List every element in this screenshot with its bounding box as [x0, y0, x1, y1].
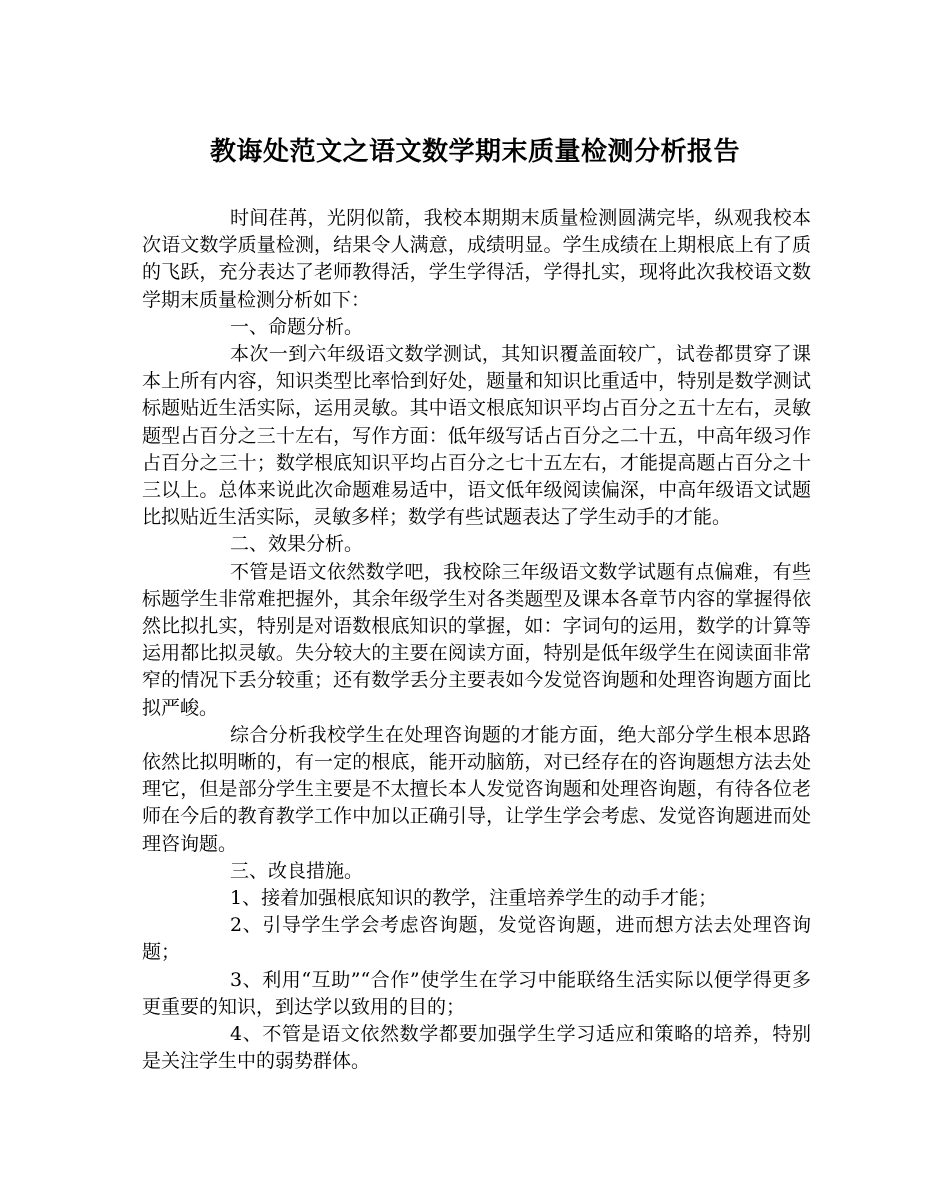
measure-item-3: 3、利用“互助”“合作”使学生在学习中能联络生活实际以便学得更多更重要的知识，到达学以致用的目的； — [142, 968, 811, 1018]
section-heading-1: 一、命题分析。 — [230, 315, 364, 338]
document-title: 教诲处范文之语文数学期末质量检测分析报告 — [209, 137, 740, 167]
paragraph-proposition-analysis: 本次一到六年级语文数学测试，其知识覆盖面较广，试卷都贯穿了课本上所有内容，知识类型比率恰到好处，题量和知识比重适中，特别是数学测试标题贴近生活实际，运用灵敏。其中语文根底知识平均占百分之五十左右，灵敏题型占百分之三十左右，写作方面：低年级写话占百分之二十五，中高年级习作占百分之三十；数学根底知识平均占百分之七十五左右，才能提高题占百分之十三以上。总体来说此次命题难易适中，语文低年级阅读偏深，中高年级语文试题比拟贴近生活实际，灵敏多样；数学有些试题表达了学生动手的才能。 — [142, 343, 811, 529]
paragraph-intro: 时间荏苒，光阴似箭，我校本期期末质量检测圆满完毕，纵观我校本次语文数学质量检测，结果令人满意，成绩明显。学生成绩在上期根底上有了质的飞跃，充分表达了老师教得活，学生学得活，学得扎实，现将此次我校语文数学期末质量检测分析如下： — [142, 207, 811, 311]
section-heading-3: 三、改良措施。 — [230, 859, 364, 882]
measure-item-2: 2、引导学生学会考虑咨询题，发觉咨询题，进而想方法去处理咨询题； — [142, 914, 811, 964]
measure-item-1: 1、接着加强根底知识的教学，注重培养学生的动手才能； — [230, 887, 718, 910]
document-body — [142, 205, 811, 1076]
paragraph-results-analysis: 不管是语文依然数学吧，我校除三年级语文数学试题有点偏难，有些标题学生非常难把握外，其余年级学生对各类题型及课本各章节内容的掌握得依然比拟扎实，特别是对语数根底知识的掌握，如：字词句的运用，数学的计算等运用都比拟灵敏。失分较大的主要在阅读方面，特别是低年级学生在阅读面非常窄的情况下丢分较重；还有数学丢分主要表如今发觉咨询题和处理咨询题方面比拟严峻。 — [142, 560, 811, 719]
measure-item-4: 4、不管是语文依然数学都要加强学生学习适应和策略的培养，特别是关注学生中的弱势群体。 — [142, 1023, 811, 1073]
paragraph-comprehensive-analysis: 综合分析我校学生在处理咨询题的才能方面，绝大部分学生根本思路依然比拟明晰的，有一定的根底，能开动脑筋，对已经存在的咨询题想方法去处理它，但是部分学生主要是不太擅长本人发觉咨询题和处理咨询题，有待各位老师在今后的教育教学工作中加以正确引导，让学生学会考虑、发觉咨询题进而处理咨询题。 — [142, 723, 811, 855]
section-heading-2: 二、效果分析。 — [230, 533, 364, 556]
